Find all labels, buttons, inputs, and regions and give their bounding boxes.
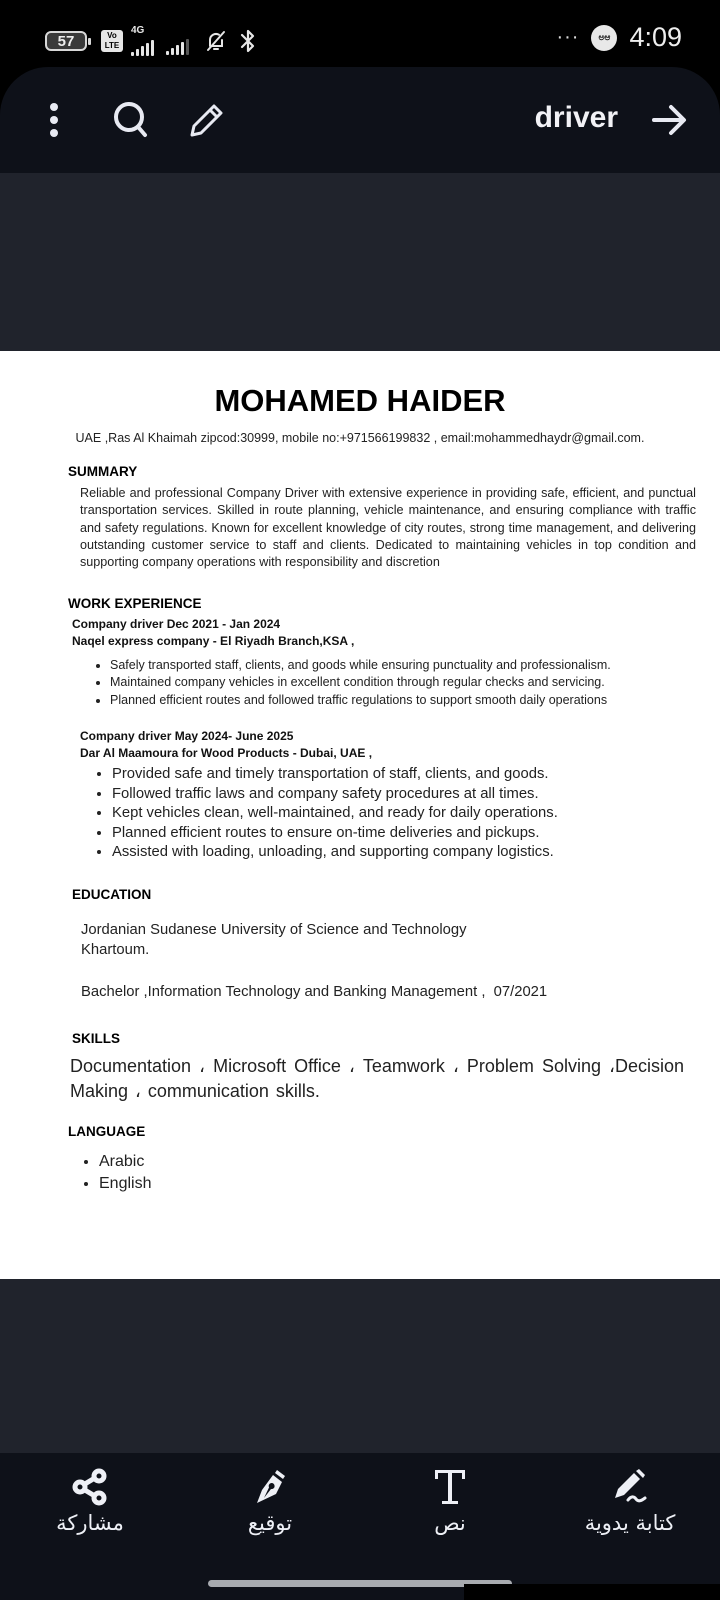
summary-text: Reliable and professional Company Driver with extensive experience in providing safe, efficient, and punctual transportation services. Skilled in route planning, vehicle maintenance, and ensuring compliance with traffic and safety regulations. Known for excellent knowledge of city routes, strong time management, and delivering outstanding customer service to staff and clients. Dedicated to maintaining vehicles in top condition and supporting company operations with responsibility and discretion [80,486,696,570]
more-options-button[interactable] [31,97,77,143]
language-list [99,1151,151,1195]
text-icon [430,1467,470,1507]
job-title: Company driver Dec 2021 - Jan 2024 [72,617,281,631]
bottom-action-bar [0,1453,720,1600]
list-item: • Provided safe and timely transportation of staff, clients, and goods. [112,765,558,785]
job-bullets [110,657,611,709]
skills-text: Documentation ، Microsoft Office ، Teamwork ، Problem Solving ،Decision Making ، communication skills. [70,1056,685,1101]
more-notifications-indicator: ··· [556,26,580,48]
handwriting-icon [610,1467,650,1507]
search-button[interactable] [108,97,154,143]
screen-overlay [464,1584,720,1600]
job-company: Dar Al Maamoura for Wood Products - Dubai, UAE , [80,746,373,760]
document-title: driver [534,101,618,134]
text-button[interactable] [360,1453,540,1558]
share-label: مشاركة [56,1511,124,1535]
sign-button[interactable] [180,1453,360,1558]
text-label: نص [434,1511,466,1535]
list-item: • Maintained company vehicles in excellent condition through regular checks and servicing. [110,674,611,691]
list-item: • Safely transported staff, clients, and goods while ensuring punctuality and professionalism. [110,657,611,674]
language-heading: LANGUAGE [68,1124,146,1139]
arrow-right-icon [651,104,687,136]
search-icon [112,100,150,140]
list-item: • Arabic [99,1151,151,1173]
forward-button[interactable] [646,97,692,143]
resume-name: MOHAMED HAIDER [214,383,506,418]
education-university: Jordanian Sudanese University of Science and Technology [81,922,467,938]
job-title: Company driver May 2024- June 2025 [80,729,294,743]
edit-button[interactable] [184,97,230,143]
battery-level: 57 [57,32,75,50]
app-notification-icon: ಅಆ [591,25,617,51]
bluetooth-icon [235,28,261,54]
status-bar [0,0,720,70]
pencil-icon [188,101,226,139]
app-toolbar [0,67,720,173]
fountain-pen-icon [250,1467,290,1507]
handwriting-button[interactable] [540,1453,720,1558]
list-item: • Assisted with loading, unloading, and supporting company logistics. [112,843,558,863]
summary-heading: SUMMARY [68,464,138,479]
more-vertical-icon [48,102,60,138]
education-heading: EDUCATION [72,887,152,902]
list-item: • English [99,1173,151,1195]
education-degree: Bachelor ,Information Technology and Banking Management , 07/2021 [81,984,548,1000]
job-company: Naqel express company - El Riyadh Branch,KSA , [72,634,355,648]
battery-icon [45,31,87,51]
job-bullets [112,765,558,863]
contact-info: UAE ,Ras Al Khaimah zipcod:30999, mobile no:+971566199832 , email:mohammedhaydr@gmail.com. [75,431,645,445]
share-icon [70,1467,110,1507]
skills-heading: SKILLS [72,1031,121,1046]
share-button[interactable] [0,1453,180,1558]
status-icons-right [556,22,682,53]
list-item: • Followed traffic laws and company safety procedures at all times. [112,785,558,805]
status-icons-left [45,26,261,56]
document-viewer[interactable] [0,173,720,1453]
list-item: • Planned efficient routes and followed traffic regulations to support smooth daily operations [110,692,611,709]
network-type: 4G [131,25,145,36]
handwriting-label: كتابة يدوية [584,1511,676,1535]
document-page[interactable] [0,351,720,1279]
signal-sim2-icon [166,35,189,55]
signal-4g-icon [131,26,154,56]
list-item: • Planned efficient routes to ensure on-time deliveries and pickups. [112,824,558,844]
education-city: Khartoum. [81,942,150,958]
clock: 4:09 [629,22,682,52]
volte-icon: Vo LTE [101,30,123,52]
work-experience-heading: WORK EXPERIENCE [68,596,202,611]
bell-muted-icon [203,28,229,54]
list-item: • Kept vehicles clean, well-maintained, and ready for daily operations. [112,804,558,824]
sign-label: توقيع [247,1511,293,1535]
